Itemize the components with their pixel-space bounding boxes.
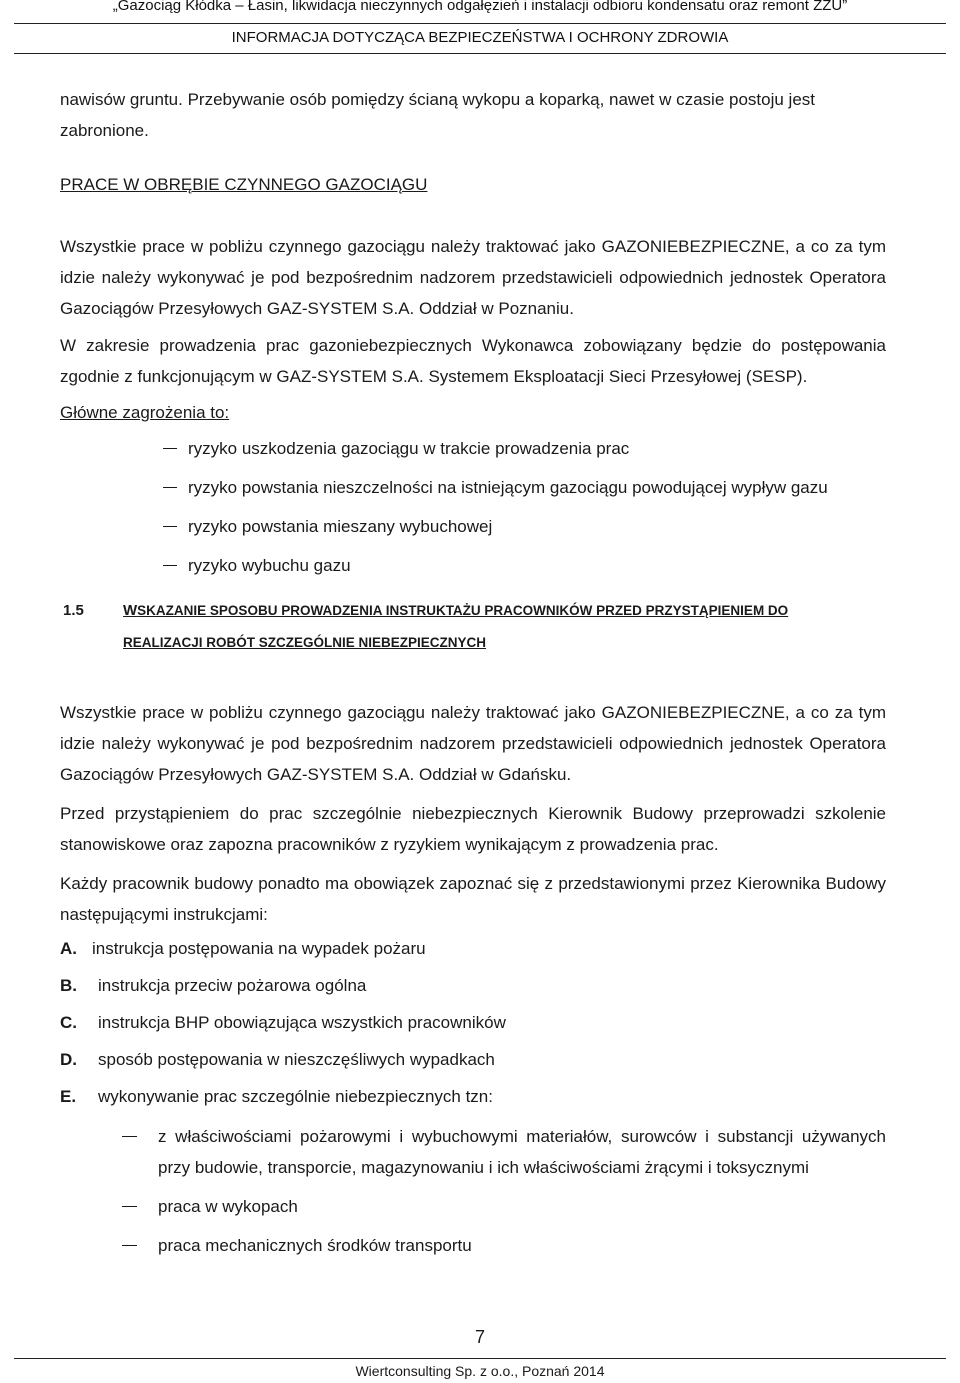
document-header-title: „Gazociąg Kłódka – Łasin, likwidacja nieczynnych odgałęzień i instalacji odbioru kondensatu oraz remont ZZU” bbox=[112, 0, 848, 14]
list-item bbox=[60, 468, 886, 507]
instruction-text: sposób postępowania w nieszczęśliwych wypadkach bbox=[98, 1050, 495, 1069]
page-number: 7 bbox=[474, 1327, 485, 1347]
list-item bbox=[60, 546, 886, 585]
list-item bbox=[60, 930, 886, 967]
header-divider bbox=[14, 23, 946, 24]
subitem-text: z właściwościami pożarowymi i wybuchowymi materiałów, surowców i substancji używanych przy budowie, transporcie, magazynowaniu i ich właściwościami żrącymi i toksycznymi bbox=[158, 1127, 886, 1177]
list-letter: A. bbox=[60, 939, 77, 958]
section-heading bbox=[60, 595, 886, 659]
instructions-list bbox=[60, 930, 886, 1115]
list-item bbox=[60, 1121, 886, 1183]
intro-paragraph: nawisów gruntu. Przebywanie osób pomiędzy ścianą wykopu a koparką, nawet w czasie postoju jest zabronione. bbox=[60, 90, 816, 140]
subitem-text: praca w wykopach bbox=[158, 1197, 298, 1216]
paragraph-gas-hazard-poznan: Wszystkie prace w pobliżu czynnego gazociągu należy traktować jako GAZONIEBEZPIECZNE, a co za tym idzie należy wykonywać je pod bezpośrednim nadzorem przedstawicieli odpowiednich jednostek Operatora Gazociągów Przesyłowych GAZ-SYSTEM S.A. Oddział w Poznaniu. bbox=[60, 237, 886, 318]
list-letter: B. bbox=[60, 976, 77, 995]
subitem-text: praca mechanicznych środków transportu bbox=[158, 1236, 472, 1255]
dash-bullet-icon bbox=[163, 448, 177, 449]
instruction-text: wykonywanie prac szczególnie niebezpiecznych tzn: bbox=[98, 1087, 493, 1106]
section-title-initial: W bbox=[123, 602, 138, 619]
list-item bbox=[60, 1078, 886, 1115]
dash-bullet-icon bbox=[163, 526, 177, 527]
section-title-line2: REALIZACJI ROBÓT SZCZEGÓLNIE NIEBEZPIECZNYCH bbox=[123, 635, 487, 650]
list-item bbox=[60, 1004, 886, 1041]
threat-text: ryzyko uszkodzenia gazociągu w trakcie prowadzenia prac bbox=[188, 439, 630, 458]
instruction-text: instrukcja postępowania na wypadek pożaru bbox=[92, 939, 426, 958]
threat-text: ryzyko powstania nieszczelności na istniejącym gazociągu powodującej wypływ gazu bbox=[188, 478, 828, 497]
heading-active-gas-pipeline: PRACE W OBRĘBIE CZYNNEGO GAZOCIĄGU bbox=[60, 175, 428, 194]
document-footer: Wiertconsulting Sp. z o.o., Poznań 2014 bbox=[355, 1363, 605, 1379]
hazardous-work-list bbox=[60, 1121, 886, 1261]
threat-text: ryzyko powstania mieszany wybuchowej bbox=[188, 517, 493, 536]
instruction-text: instrukcja BHP obowiązująca wszystkich pracowników bbox=[98, 1013, 506, 1032]
footer-divider bbox=[14, 1358, 946, 1359]
section-title-line1: SKAZANIE SPOSOBU PROWADZENIA INSTRUKTAŻU PRACOWNIKÓW PRZED PRZYSTĄPIENIEM DO bbox=[137, 603, 789, 618]
paragraph-sesp: W zakresie prowadzenia prac gazoniebezpiecznych Wykonawca zobowiązany będzie do postępowania zgodnie z funkcjonującym w GAZ-SYSTEM S.A. Systemem Eksploatacji Sieci Przesyłowej (SESP). bbox=[60, 336, 886, 386]
paragraph-instructions-intro: Każdy pracownik budowy ponadto ma obowiązek zapoznać się z przedstawionymi przez Kierownika Budowy następującymi instrukcjami: bbox=[60, 874, 886, 924]
list-item bbox=[60, 429, 886, 468]
list-item bbox=[60, 1230, 886, 1261]
list-item bbox=[60, 1191, 886, 1222]
dash-bullet-icon bbox=[163, 565, 177, 566]
dash-bullet-icon bbox=[122, 1136, 137, 1137]
header-divider-bottom bbox=[14, 53, 946, 54]
dash-bullet-icon bbox=[163, 487, 177, 488]
dash-bullet-icon bbox=[122, 1245, 137, 1246]
paragraph-gas-hazard-gdansk: Wszystkie prace w pobliżu czynnego gazociągu należy traktować jako GAZONIEBEZPIECZNE, a co za tym idzie należy wykonywać je pod bezpośrednim nadzorem przedstawicieli odpowiednich jednostek Operatora Gazociągów Przesyłowych GAZ-SYSTEM S.A. Oddział w Gdańsku. bbox=[60, 703, 886, 784]
instruction-text: instrukcja przeciw pożarowa ogólna bbox=[98, 976, 367, 995]
list-letter: D. bbox=[60, 1050, 77, 1069]
threats-label: Główne zagrożenia to: bbox=[60, 403, 230, 422]
dash-bullet-icon bbox=[122, 1206, 137, 1207]
document-header-subtitle: INFORMACJA DOTYCZĄCA BEZPIECZEŃSTWA I OCHRONY ZDROWIA bbox=[231, 29, 729, 46]
paragraph-training: Przed przystąpieniem do prac szczególnie niebezpiecznych Kierownik Budowy przeprowadzi szkolenie stanowiskowe oraz zapozna pracowników z ryzykiem wynikającym z prowadzenia prac. bbox=[60, 804, 886, 854]
list-item bbox=[60, 507, 886, 546]
section-number: 1.5 bbox=[63, 602, 84, 619]
threats-list bbox=[60, 429, 886, 585]
list-letter: C. bbox=[60, 1013, 77, 1032]
page-content bbox=[60, 84, 886, 1261]
list-item bbox=[60, 967, 886, 1004]
list-letter: E. bbox=[60, 1087, 77, 1106]
threat-text: ryzyko wybuchu gazu bbox=[188, 556, 351, 575]
list-item bbox=[60, 1041, 886, 1078]
